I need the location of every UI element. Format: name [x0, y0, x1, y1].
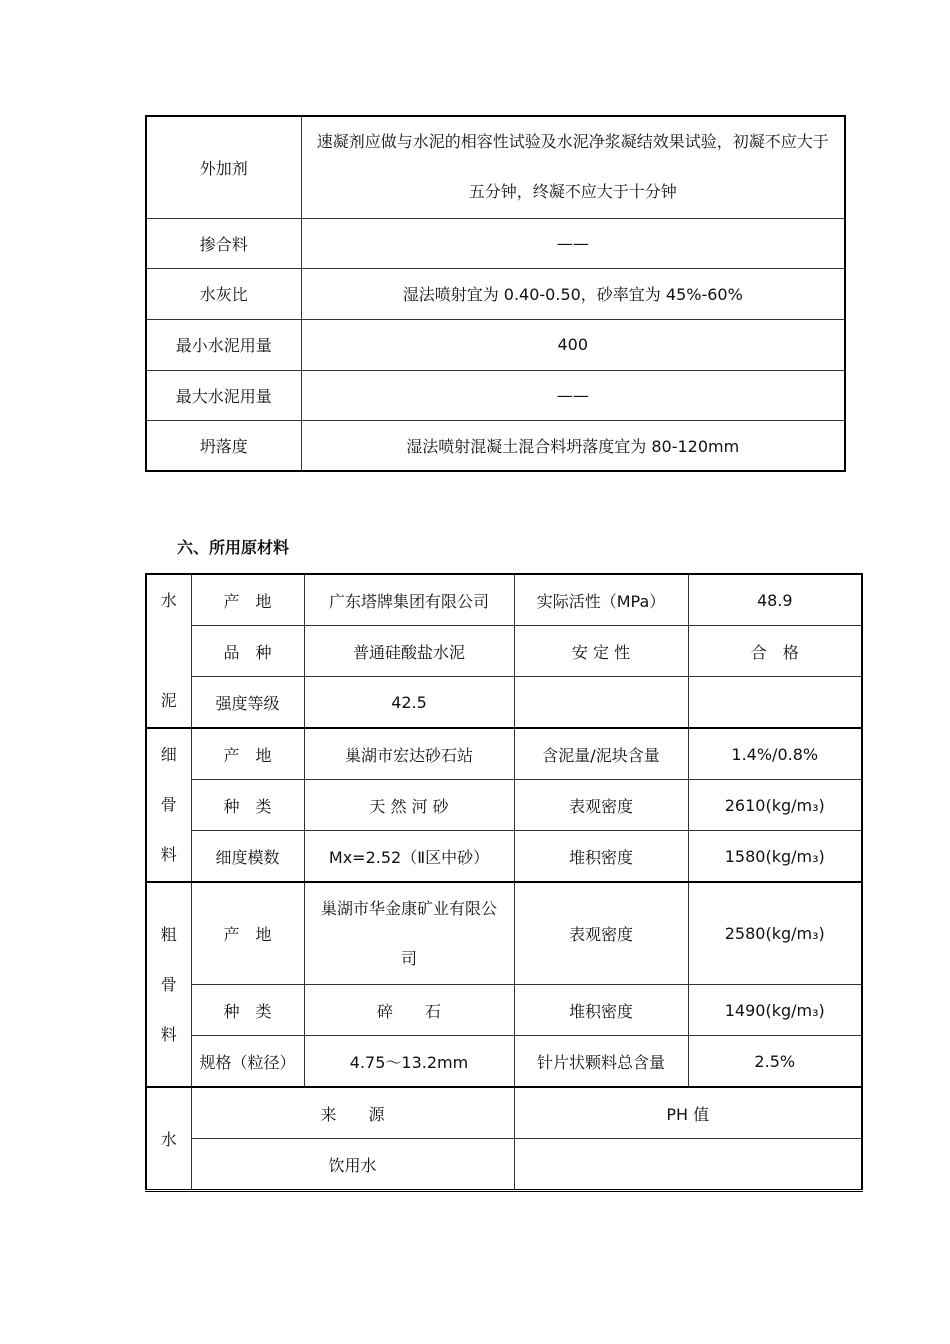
table-row [146, 574, 862, 626]
row-label: 掺合料 [146, 218, 301, 268]
cell: 针片状颗料总含量 [514, 1036, 688, 1088]
cell: 产 地 [191, 882, 304, 985]
row-value: 湿法喷射混凝土混合料坍落度宜为 80-120mm [301, 420, 845, 471]
row-label: 最小水泥用量 [146, 319, 301, 370]
raw-materials-table [145, 573, 863, 1192]
table-row [146, 268, 845, 319]
table-row [146, 780, 862, 831]
concrete-requirements-table [145, 115, 846, 472]
table-row [146, 370, 845, 420]
table-row [146, 319, 845, 370]
row-label: 外加剂 [146, 116, 301, 218]
cell: 48.9 [688, 574, 862, 626]
cell: 细度模数 [191, 831, 304, 883]
cell: 1490(kg/m₃) [688, 985, 862, 1036]
cell: 广东塔牌集团有限公司 [304, 574, 514, 626]
cell: PH 值 [514, 1087, 862, 1139]
cell: 规格（粒径） [191, 1036, 304, 1088]
cell [688, 677, 862, 729]
cell: 实际活性（MPa） [514, 574, 688, 626]
table-row [146, 1036, 862, 1088]
cell [514, 1139, 862, 1191]
row-label: 最大水泥用量 [146, 370, 301, 420]
section-heading: 六、所用原材料 [177, 538, 290, 557]
cell: 42.5 [304, 677, 514, 729]
group-char: 泥 [160, 691, 177, 710]
cell: 巢湖市华金康矿业有限公司 [304, 882, 514, 985]
cell: 产 地 [191, 728, 304, 780]
table-row [146, 218, 845, 268]
table-row [146, 420, 845, 471]
row-value: 速凝剂应做与水泥的相容性试验及水泥净浆凝结效果试验，初凝不应大于五分钟，终凝不应大于十分钟 [301, 116, 845, 218]
cell: 合 格 [688, 626, 862, 677]
cell: 强度等级 [191, 677, 304, 729]
table-row [146, 626, 862, 677]
cell: 饮用水 [191, 1139, 514, 1191]
cell: 1.4%/0.8% [688, 728, 862, 780]
table-row [146, 116, 845, 218]
group-fine-label [146, 728, 191, 882]
table-row [146, 831, 862, 883]
table-row [146, 728, 862, 780]
cell: 种 类 [191, 780, 304, 831]
cell: 2610(kg/m₃) [688, 780, 862, 831]
table-row [146, 1087, 862, 1139]
cell: 巢湖市宏达砂石站 [304, 728, 514, 780]
table-row [146, 677, 862, 729]
table-row [146, 882, 862, 985]
cell: 碎 石 [304, 985, 514, 1036]
cell: 种 类 [191, 985, 304, 1036]
group-char: 粗 [160, 924, 177, 944]
cell: 1580(kg/m₃) [688, 831, 862, 883]
group-char: 料 [160, 845, 177, 864]
cell: 表观密度 [514, 882, 688, 985]
cell: 品 种 [191, 626, 304, 677]
group-char: 细 [160, 745, 177, 764]
row-value: —— [301, 370, 845, 420]
cell: Mx=2.52（Ⅱ区中砂） [304, 831, 514, 883]
cell: 安 定 性 [514, 626, 688, 677]
row-value: 湿法喷射宜为 0.40-0.50，砂率宜为 45%-60% [301, 268, 845, 319]
table-row [146, 985, 862, 1036]
cell: 含泥量/泥块含量 [514, 728, 688, 780]
row-value: —— [301, 218, 845, 268]
cell: 天 然 河 砂 [304, 780, 514, 831]
cell [514, 677, 688, 729]
cell: 产 地 [191, 574, 304, 626]
group-coarse-label [146, 882, 191, 1087]
cell: 表观密度 [514, 780, 688, 831]
row-label: 水灰比 [146, 268, 301, 319]
group-char: 骨 [160, 974, 177, 994]
table-row [146, 1139, 862, 1191]
group-water-label: 水 [146, 1087, 191, 1191]
cell: 堆积密度 [514, 985, 688, 1036]
row-label: 坍落度 [146, 420, 301, 471]
cell: 4.75～13.2mm [304, 1036, 514, 1088]
group-char: 水 [160, 591, 177, 610]
cell: 来 源 [191, 1087, 514, 1139]
group-cement-label [146, 574, 191, 728]
cell: 普通硅酸盐水泥 [304, 626, 514, 677]
cell: 2580(kg/m₃) [688, 882, 862, 985]
group-char: 料 [160, 1024, 177, 1044]
cell: 堆积密度 [514, 831, 688, 883]
group-char: 骨 [160, 795, 177, 814]
cell: 2.5% [688, 1036, 862, 1088]
row-value: 400 [301, 319, 845, 370]
